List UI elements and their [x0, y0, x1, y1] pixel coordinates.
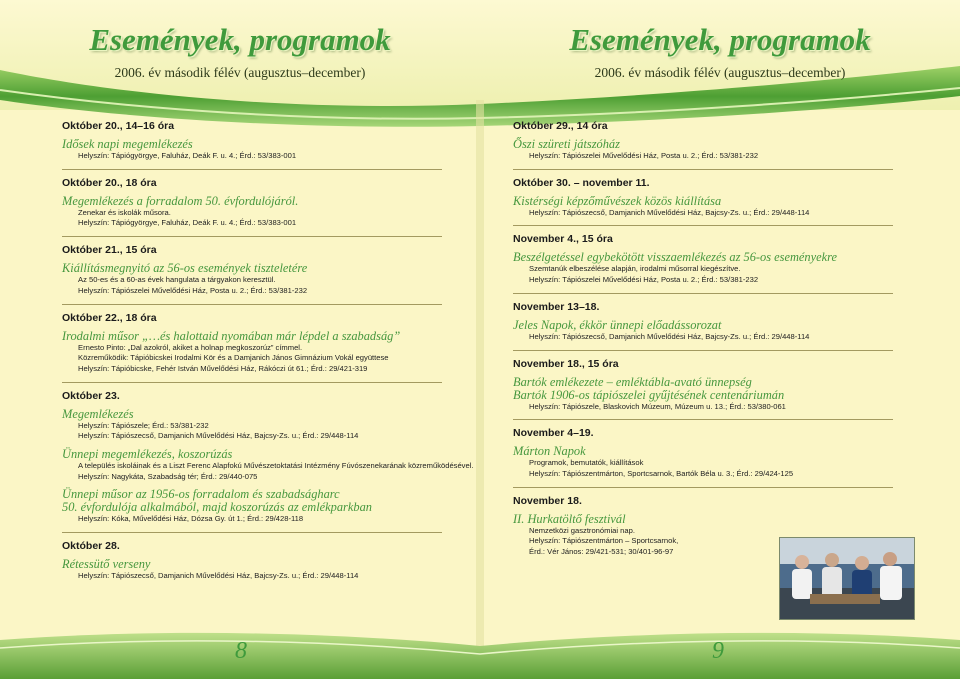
- event-date: Október 29., 14 óra: [513, 120, 608, 132]
- event-detail: Helyszín: Tápiószecső, Damjanich Művelődési Ház, Bajcsy-Zs. u.; Érd.: 29/448-114: [78, 431, 359, 441]
- event-detail: A település iskoláinak és a Liszt Ferenc Alapfokú Művészetoktatási Intézmény Fúvószenekarának közreműködésével.: [78, 461, 474, 471]
- event-date: November 18.: [513, 494, 582, 507]
- event-detail: Nemzetközi gasztronómiai nap.: [529, 525, 635, 535]
- event-detail: Helyszín: Tápiószentmárton, Sportcsarnok, Bartók Béla u. 3.; Érd.: 29/424-125: [529, 468, 794, 478]
- event-photo: [779, 537, 915, 620]
- event-item: [62, 244, 442, 304]
- event-date: Október 22., 18 óra: [62, 311, 157, 324]
- event-item: [62, 540, 442, 582]
- event-date: November 4–19.: [513, 427, 594, 440]
- event-detail: Helyszín: Tápiószecső, Damjanich Művelődési Ház, Bajcsy-Zs. u.; Érd.: 29/448-114: [529, 207, 810, 217]
- event-item: [513, 120, 893, 170]
- page-number-left: 8: [235, 638, 247, 664]
- event-title: Őszi szüreti játszóház: [513, 137, 620, 151]
- event-detail: Ernesto Pinto: „Dal azokról, akiket a holnap megkoszorúz” címmel.: [78, 342, 303, 352]
- event-title: Megemlékezés: [62, 406, 134, 421]
- event-detail: Az 50-es és a 60-as évek hangulata a tárgyakon keresztül.: [78, 275, 276, 285]
- event-title: Bartók emlékezete – emléktábla-avató ünnepség Bartók 1906-os tápiószelei gyűjtésének centenáriumán: [513, 374, 785, 402]
- event-title: Beszélgetéssel egybekötött visszaemlékezés az 56-os eseményekre: [513, 250, 837, 265]
- event-date: Október 23.: [62, 389, 120, 402]
- event-list-right: [513, 120, 893, 565]
- event-detail: Szemtanúk elbeszélése alapján, irodalmi műsorral kiegészítve.: [529, 264, 741, 274]
- page-title-left: Események, programok: [89, 22, 391, 57]
- event-title: Idősek napi megemlékezés: [62, 137, 193, 151]
- event-detail: Helyszín: Tápiószele; Érd.: 53/381-232: [78, 420, 209, 430]
- event-detail: Helyszín: Tápiószelei Művelődési Ház, Posta u. 2.; Érd.: 53/381-232: [78, 285, 308, 295]
- event-item: [513, 427, 893, 487]
- event-item: [513, 177, 893, 227]
- event-detail: Helyszín: Tápiógyörgye, Faluház, Deák F. u. 4.; Érd.: 53/383-001: [78, 151, 297, 160]
- event-title: Irodalmi műsor „…és halottaid nyomában már lépdel a szabadság”: [62, 328, 401, 343]
- event-detail: Programok, bemutatók, kiállítások: [529, 458, 644, 468]
- event-detail: Közreműködik: Tápióbicskei Irodalmi Kör és a Damjanich János Gimnázium Vokál együttese: [78, 353, 389, 363]
- event-item: [513, 301, 893, 351]
- event-title: Ünnepi megemlékezés, koszorúzás: [62, 447, 233, 462]
- event-date: Október 21., 15 óra: [62, 244, 157, 257]
- event-date: Október 20., 18 óra: [62, 176, 157, 189]
- page-number-right: 9: [712, 638, 724, 664]
- event-item: [513, 358, 893, 421]
- header-left: [0, 22, 480, 81]
- event-item: [62, 312, 442, 383]
- event-title: Rétessütő verseny: [62, 557, 151, 572]
- event-title: Kistérségi képzőművészek közös kiállítása: [513, 193, 722, 208]
- page-title-right: Események, programok: [569, 22, 871, 57]
- event-date: Október 28.: [62, 540, 120, 553]
- event-detail: Helyszín: Tápiószelei Művelődési Ház, Posta u. 2.; Érd.: 53/381-232: [529, 151, 759, 160]
- subtitle-right: 2006. év második félév (augusztus–december): [594, 65, 846, 80]
- event-list-left: [62, 120, 474, 589]
- event-detail: Helyszín: Tápiószentmárton – Sportcsarnok,: [529, 536, 679, 546]
- event-item: [62, 120, 442, 170]
- event-title: Ünnepi műsor az 1956-os forradalom és szabadságharc 50. évfordulója alkalmából, majd koszorúzás az emlékparkban: [62, 487, 372, 515]
- event-detail: Helyszín: Tápiószecső, Damjanich Művelődési Ház, Bajcsy-Zs. u.; Érd.: 29/448-114: [529, 331, 810, 341]
- event-date: November 4., 15 óra: [513, 233, 613, 246]
- subtitle-left: 2006. év második félév (augusztus–december): [114, 65, 366, 80]
- event-detail: Érd.: Vér János: 29/421-531; 30/401-96-97: [529, 547, 674, 557]
- event-item: [62, 177, 442, 237]
- event-detail: Helyszín: Tápiószecső, Damjanich Művelődési Ház, Bajcsy-Zs. u.; Érd.: 29/448-114: [78, 571, 359, 581]
- event-item: [62, 389, 474, 534]
- event-detail: Helyszín: Tápiógyörgye, Faluház, Deák F. u. 4.; Érd.: 53/383-001: [78, 218, 297, 228]
- event-detail: Helyszín: Kóka, Művelődési Ház, Dózsa Gy. út 1.; Érd.: 29/428-118: [78, 514, 304, 524]
- event-detail: Helyszín: Nagykáta, Szabadság tér; Érd.: 29/440-075: [78, 471, 258, 481]
- event-detail: Helyszín: Tápióbicske, Fehér István Művelődési Ház, Rákóczi út 61.; Érd.: 29/421-319: [78, 363, 368, 373]
- event-title: Jeles Napok, ékkör ünnepi előadássorozat: [513, 317, 722, 332]
- event-title: Megemlékezés a forradalom 50. évfordulójáról.: [62, 193, 299, 208]
- header-right: [480, 22, 960, 81]
- event-item: [513, 233, 893, 293]
- event-detail: Zenekar és iskolák műsora.: [78, 207, 171, 217]
- event-title: Márton Napok: [513, 444, 586, 459]
- event-date: November 18., 15 óra: [513, 357, 619, 370]
- event-date: November 13–18.: [513, 300, 600, 313]
- event-detail: Helyszín: Tápiószelei Művelődési Ház, Posta u. 2.; Érd.: 53/381-232: [529, 275, 759, 285]
- event-title: II. Hurkatöltő fesztivál: [513, 511, 626, 526]
- event-detail: Helyszín: Tápiószele, Blaskovich Múzeum, Múzeum u. 13.; Érd.: 53/380-061: [529, 401, 786, 411]
- event-date: Október 30. – november 11.: [513, 176, 650, 189]
- event-date: Október 20., 14–16 óra: [62, 120, 175, 132]
- event-title: Kiállításmegnyitó az 56-os események tiszteletére: [62, 261, 308, 276]
